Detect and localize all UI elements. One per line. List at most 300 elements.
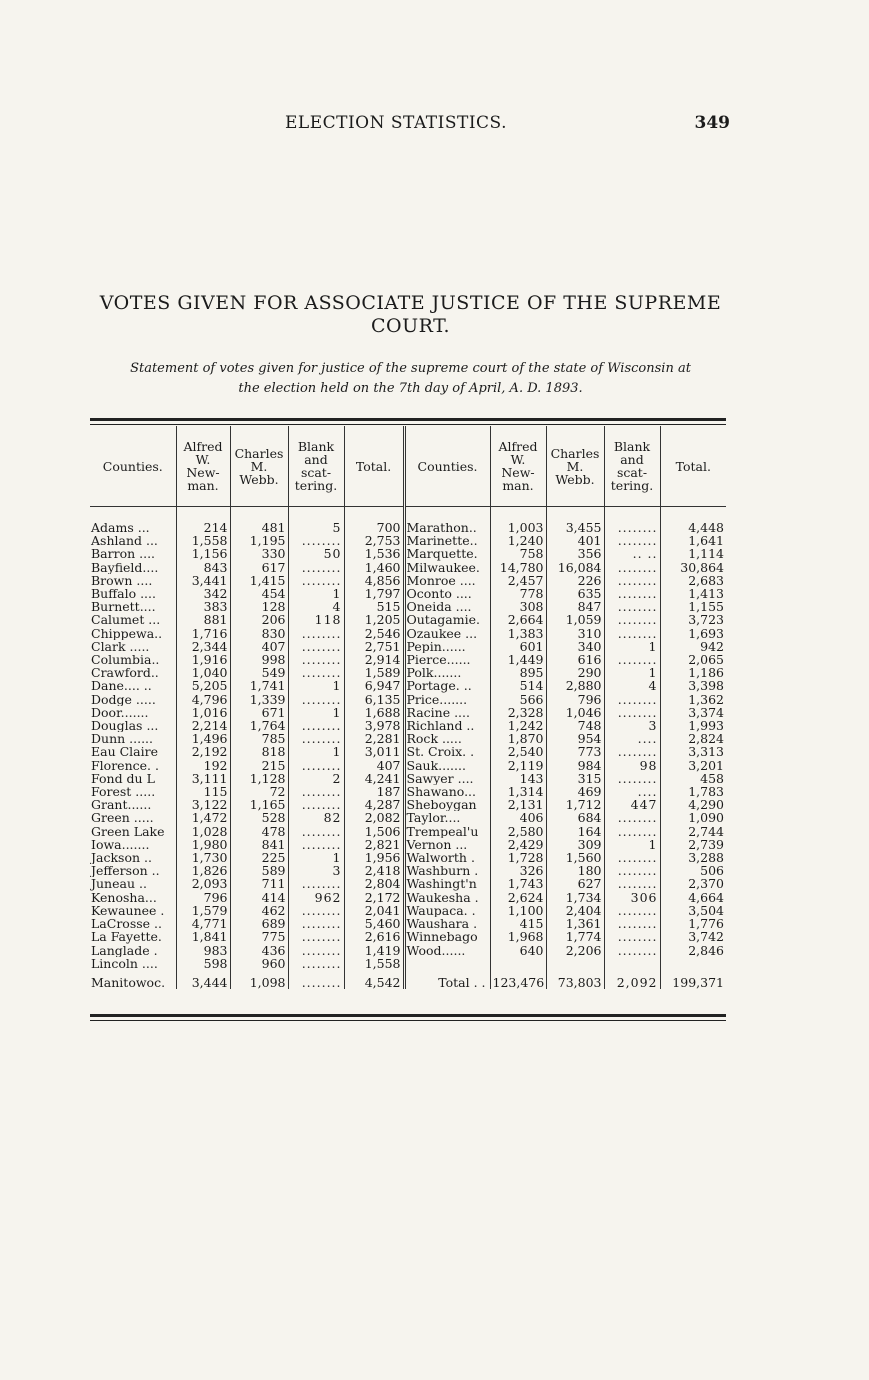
right-webb-cell: 2,880 (546, 679, 604, 692)
right-total-cell: 1,413 (688, 587, 724, 601)
left-webb-cell: 1,128 (230, 772, 288, 785)
left-blank-cell: ........ (288, 877, 344, 890)
left-county-cell: Jackson .. (90, 851, 176, 864)
right-total-cell: 30,864 (680, 560, 724, 574)
right-county-cell: Ozaukee ... (404, 627, 490, 640)
left-total-cell: 1,589 (344, 666, 404, 679)
right-newman-cell: 2,429 (490, 838, 546, 851)
right-newman-cell: 2,580 (490, 825, 546, 838)
table-header (90, 426, 726, 507)
right-county-cell: Waushara . (404, 917, 490, 930)
right-county-cell: Sheboygan (404, 798, 490, 811)
right-total-cell: 506 (700, 864, 724, 878)
right-blank-cell: ........ (604, 653, 660, 666)
left-county-cell: Burnett.... (90, 600, 176, 613)
right-total-cell: 1,776 (688, 917, 724, 931)
table-row (90, 851, 726, 864)
left-newman-cell: 115 (176, 785, 230, 798)
left-county-cell: Green ..... (90, 811, 176, 824)
table-row (90, 640, 726, 653)
right-webb-cell: 1,059 (546, 613, 604, 626)
table-row (90, 811, 726, 824)
left-webb-cell: 1,098 (230, 970, 288, 989)
right-county-cell: Richland .. (404, 719, 490, 732)
right-webb-cell: 315 (546, 772, 604, 785)
right-webb-cell: 1,046 (546, 706, 604, 719)
left-newman-cell: 1,841 (176, 930, 230, 943)
right-blank-cell: ........ (604, 811, 660, 824)
right-newman-cell: 1,728 (490, 851, 546, 864)
left-county-cell: Buffalo .... (90, 587, 176, 600)
right-county-cell: Rock ..... (404, 732, 490, 745)
left-newman-cell: 1,716 (176, 627, 230, 640)
left-county-cell: Brown .... (90, 574, 176, 587)
right-total-cell: 3,313 (688, 745, 724, 759)
table-header-row (90, 426, 726, 507)
left-newman-cell: 3,444 (176, 970, 230, 989)
right-newman-cell: 1,968 (490, 930, 546, 943)
table-row (90, 838, 726, 851)
table-row (90, 719, 726, 732)
right-total-cell: 2,065 (688, 653, 724, 667)
right-total-cell: 1,693 (688, 626, 724, 640)
right-total-cell: 1,993 (688, 719, 724, 733)
right-county-cell: Monroe .... (404, 574, 490, 587)
table-row (90, 574, 726, 587)
left-newman-cell: 1,028 (176, 825, 230, 838)
left-blank-cell: ........ (288, 640, 344, 653)
left-webb-cell: 436 (230, 944, 288, 957)
right-county-cell: Washingt'n (404, 877, 490, 890)
right-total-cell: 4,448 (688, 520, 724, 535)
right-blank-cell: ........ (604, 600, 660, 613)
left-blank-cell: ........ (288, 785, 344, 798)
left-newman-cell: 2,214 (176, 719, 230, 732)
right-county-cell: Shawano... (404, 785, 490, 798)
right-webb-cell: 796 (546, 693, 604, 706)
left-blank-cell: ........ (288, 574, 344, 587)
left-county-cell: Clark ..... (90, 640, 176, 653)
left-county-cell: Juneau .. (90, 877, 176, 890)
right-webb-cell: 469 (546, 785, 604, 798)
right-blank-cell: ........ (604, 587, 660, 600)
table-row (90, 970, 726, 989)
left-blank-cell: ........ (288, 627, 344, 640)
left-blank-cell: 1 (288, 587, 344, 600)
right-webb-cell: 773 (546, 745, 604, 758)
right-webb-cell: 2,206 (546, 944, 604, 957)
left-blank-cell: ........ (288, 944, 344, 957)
header-newman-right: Alfred W. New- man. (490, 426, 546, 507)
right-newman-cell: 514 (490, 679, 546, 692)
table-row (90, 627, 726, 640)
header-blank-right: Blank and scat- tering. (604, 426, 660, 507)
right-blank-cell: ........ (604, 745, 660, 758)
left-newman-cell: 4,771 (176, 917, 230, 930)
right-county-cell: Marquette. (404, 547, 490, 560)
right-county-cell: Wood...... (404, 944, 490, 957)
right-blank-cell: ........ (604, 534, 660, 547)
left-total-cell: 2,172 (344, 891, 404, 904)
right-webb-cell: 1,361 (546, 917, 604, 930)
table-row (90, 864, 726, 877)
header-newman-left: Alfred W. New- man. (176, 426, 230, 507)
right-newman-cell: 1,240 (490, 534, 546, 547)
right-blank-cell: .... (604, 732, 660, 745)
left-newman-cell: 843 (176, 561, 230, 574)
left-total-cell: 1,536 (344, 547, 404, 560)
right-county-cell: Pierce...... (404, 653, 490, 666)
left-newman-cell: 1,579 (176, 904, 230, 917)
left-newman-cell: 983 (176, 944, 230, 957)
left-total-cell: 2,751 (344, 640, 404, 653)
table-row (90, 877, 726, 890)
right-newman-cell: 758 (490, 547, 546, 560)
right-total-cell: 2,739 (688, 837, 724, 852)
right-county-cell: Taylor.... (404, 811, 490, 824)
left-total-cell: 2,821 (344, 838, 404, 851)
right-county-cell: Portage. .. (404, 679, 490, 692)
left-county-cell: Florence. . (90, 759, 176, 772)
right-blank-cell: 1 (604, 640, 660, 653)
left-county-cell: Chippewa.. (90, 627, 176, 640)
header-total-right: Total. (660, 426, 726, 507)
right-webb-cell: 340 (546, 640, 604, 653)
right-blank-cell: 447 (604, 798, 660, 811)
right-blank-cell: ........ (604, 917, 660, 930)
left-county-cell: Door....... (90, 706, 176, 719)
left-county-cell: Dodge ..... (90, 693, 176, 706)
right-county-cell: Total . . (404, 970, 490, 989)
right-newman-cell: 123,476 (490, 970, 546, 989)
right-blank-cell: ........ (604, 706, 660, 719)
table-row (90, 693, 726, 706)
right-county-cell: Pepin...... (404, 640, 490, 653)
right-webb-cell: 984 (546, 759, 604, 772)
left-blank-cell: ........ (288, 970, 344, 989)
left-county-cell: Ashland ... (90, 534, 176, 547)
right-webb-cell: 1,774 (546, 930, 604, 943)
left-newman-cell: 2,093 (176, 877, 230, 890)
right-total-cell: 2,824 (688, 732, 724, 746)
right-webb-cell: 309 (546, 838, 604, 851)
right-total-cell: 2,370 (688, 877, 724, 891)
right-newman-cell: 143 (490, 772, 546, 785)
left-blank-cell: ........ (288, 666, 344, 679)
left-webb-cell: 414 (230, 891, 288, 904)
right-county-cell: Walworth . (404, 851, 490, 864)
right-webb-cell (546, 957, 604, 970)
left-webb-cell: 841 (230, 838, 288, 851)
table-row (90, 891, 726, 904)
right-newman-cell: 566 (490, 693, 546, 706)
left-county-cell: Fond du L (90, 772, 176, 785)
left-blank-cell: ........ (288, 534, 344, 547)
document-title-line-1: VOTES GIVEN FOR ASSOCIATE JUSTICE OF THE SUPREME (99, 292, 722, 314)
left-webb-cell: 671 (230, 706, 288, 719)
right-newman-cell (490, 957, 546, 970)
right-blank-cell: ........ (604, 851, 660, 864)
right-newman-cell: 14,780 (490, 561, 546, 574)
left-webb-cell: 1,764 (230, 719, 288, 732)
right-newman-cell: 2,328 (490, 706, 546, 719)
left-webb-cell: 549 (230, 666, 288, 679)
right-webb-cell: 954 (546, 732, 604, 745)
right-newman-cell: 2,664 (490, 613, 546, 626)
right-newman-cell: 2,131 (490, 798, 546, 811)
document-title-line-2: COURT. (370, 315, 451, 337)
right-total-cell: 1,090 (688, 811, 724, 825)
left-blank-cell: ........ (288, 732, 344, 745)
right-webb-cell: 627 (546, 877, 604, 890)
right-total-cell: 3,742 (688, 930, 724, 944)
left-total-cell: 2,082 (344, 811, 404, 824)
right-webb-cell: 356 (546, 547, 604, 560)
table-row (90, 917, 726, 930)
right-blank-cell: ........ (604, 627, 660, 640)
table-row (90, 785, 726, 798)
header-counties-left: Counties. (90, 426, 176, 507)
right-total-cell: 3,398 (688, 679, 724, 693)
table-row (90, 666, 726, 679)
table-top-rule-thin (90, 424, 726, 425)
left-newman-cell: 2,344 (176, 640, 230, 653)
left-total-cell: 187 (344, 785, 404, 798)
table-row (90, 534, 726, 547)
left-newman-cell: 3,122 (176, 798, 230, 811)
left-newman-cell: 1,916 (176, 653, 230, 666)
left-total-cell: 1,797 (344, 587, 404, 600)
left-county-cell: Crawford.. (90, 666, 176, 679)
left-webb-cell: 1,195 (230, 534, 288, 547)
right-newman-cell: 601 (490, 640, 546, 653)
left-total-cell: 5,460 (344, 917, 404, 930)
left-newman-cell: 192 (176, 759, 230, 772)
left-newman-cell: 1,558 (176, 534, 230, 547)
left-newman-cell: 383 (176, 600, 230, 613)
table-row (90, 613, 726, 626)
left-webb-cell: 206 (230, 613, 288, 626)
right-blank-cell: ........ (604, 613, 660, 626)
table-row (90, 706, 726, 719)
left-webb-cell: 454 (230, 587, 288, 600)
left-county-cell: Adams ... (90, 507, 176, 535)
left-total-cell: 3,011 (344, 745, 404, 758)
left-newman-cell: 3,441 (176, 574, 230, 587)
left-county-cell: Iowa....... (90, 838, 176, 851)
left-blank-cell: 50 (288, 547, 344, 560)
left-newman-cell: 214 (176, 507, 230, 535)
right-total-cell: 2,683 (688, 573, 724, 588)
right-blank-cell: 1 (604, 666, 660, 679)
right-newman-cell: 1,383 (490, 627, 546, 640)
left-total-cell: 1,558 (344, 957, 404, 970)
left-total-cell: 1,419 (344, 944, 404, 957)
right-newman-cell: 1,743 (490, 877, 546, 890)
left-total-cell: 2,753 (344, 534, 404, 547)
left-county-cell: Barron .... (90, 547, 176, 560)
header-webb-left: Charles M. Webb. (230, 426, 288, 507)
right-newman-cell: 640 (490, 944, 546, 957)
table-bottom-rule (90, 1014, 726, 1017)
left-newman-cell: 2,192 (176, 745, 230, 758)
left-blank-cell: ........ (288, 719, 344, 732)
right-blank-cell (604, 957, 660, 970)
table-row (90, 547, 726, 560)
page-number: 349 (694, 113, 730, 133)
left-webb-cell: 818 (230, 745, 288, 758)
right-newman-cell: 2,457 (490, 574, 546, 587)
right-newman-cell: 1,449 (490, 653, 546, 666)
left-total-cell: 3,978 (344, 719, 404, 732)
left-blank-cell: ........ (288, 653, 344, 666)
left-webb-cell: 1,415 (230, 574, 288, 587)
right-county-cell: Outagamie. (404, 613, 490, 626)
right-newman-cell: 1,100 (490, 904, 546, 917)
right-blank-cell: 2,092 (604, 970, 660, 989)
left-webb-cell: 617 (230, 561, 288, 574)
right-total-cell: 1,155 (688, 600, 724, 614)
table-row (90, 507, 726, 535)
left-webb-cell: 225 (230, 851, 288, 864)
right-total-cell: 2,744 (688, 824, 724, 838)
left-webb-cell: 481 (230, 507, 288, 535)
left-blank-cell: ........ (288, 759, 344, 772)
left-newman-cell: 1,730 (176, 851, 230, 864)
right-county-cell: Washburn . (404, 864, 490, 877)
left-county-cell: Kewaunee . (90, 904, 176, 917)
table-row (90, 653, 726, 666)
left-webb-cell: 72 (230, 785, 288, 798)
left-newman-cell: 598 (176, 957, 230, 970)
left-total-cell: 1,956 (344, 851, 404, 864)
right-newman-cell: 2,624 (490, 891, 546, 904)
left-total-cell: 515 (344, 600, 404, 613)
right-total-cell: 3,374 (688, 705, 724, 720)
right-newman-cell: 1,242 (490, 719, 546, 732)
left-total-cell: 700 (344, 507, 404, 535)
left-webb-cell: 998 (230, 653, 288, 666)
left-total-cell: 1,506 (344, 825, 404, 838)
left-county-cell: Bayfield.... (90, 561, 176, 574)
table-row (90, 957, 726, 970)
right-total-cell: 1,362 (688, 692, 724, 706)
right-total-cell: 3,288 (688, 851, 724, 865)
left-blank-cell: 1 (288, 745, 344, 758)
left-total-cell: 1,460 (344, 561, 404, 574)
right-newman-cell: 415 (490, 917, 546, 930)
right-blank-cell: ........ (604, 561, 660, 574)
right-blank-cell: ........ (604, 864, 660, 877)
table-row (90, 759, 726, 772)
left-blank-cell: 1 (288, 706, 344, 719)
right-county-cell (404, 957, 490, 970)
left-county-cell: Eau Claire (90, 745, 176, 758)
left-total-cell: 2,914 (344, 653, 404, 666)
left-webb-cell: 528 (230, 811, 288, 824)
right-webb-cell: 684 (546, 811, 604, 824)
left-newman-cell: 3,111 (176, 772, 230, 785)
left-newman-cell: 1,156 (176, 547, 230, 560)
right-county-cell: Waupaca. . (404, 904, 490, 917)
left-county-cell: Green Lake (90, 825, 176, 838)
table-row (90, 561, 726, 574)
left-county-cell: Calumet ... (90, 613, 176, 626)
right-newman-cell: 308 (490, 600, 546, 613)
right-newman-cell: 1,314 (490, 785, 546, 798)
left-newman-cell: 5,205 (176, 679, 230, 692)
table-bottom-rule-thin (90, 1020, 726, 1021)
left-blank-cell: 2 (288, 772, 344, 785)
right-webb-cell: 401 (546, 534, 604, 547)
left-total-cell: 6,947 (344, 679, 404, 692)
left-newman-cell: 1,826 (176, 864, 230, 877)
right-blank-cell: ........ (604, 507, 660, 535)
right-webb-cell: 616 (546, 653, 604, 666)
left-total-cell: 2,418 (344, 864, 404, 877)
left-total-cell: 2,804 (344, 877, 404, 890)
right-total-cell: 1,114 (688, 547, 724, 561)
right-county-cell: Waukesha . (404, 891, 490, 904)
left-webb-cell: 407 (230, 640, 288, 653)
left-blank-cell: ........ (288, 561, 344, 574)
left-webb-cell: 1,741 (230, 679, 288, 692)
left-county-cell: Jefferson .. (90, 864, 176, 877)
left-webb-cell: 1,339 (230, 693, 288, 706)
left-blank-cell: ........ (288, 798, 344, 811)
right-webb-cell: 2,404 (546, 904, 604, 917)
left-newman-cell: 4,796 (176, 693, 230, 706)
votes-table-container (90, 426, 726, 989)
left-total-cell: 2,041 (344, 904, 404, 917)
left-newman-cell: 1,016 (176, 706, 230, 719)
left-total-cell: 4,542 (344, 970, 404, 989)
table-row (90, 600, 726, 613)
left-county-cell: Lincoln .... (90, 957, 176, 970)
left-county-cell: Dunn ...... (90, 732, 176, 745)
left-county-cell: Langlade . (90, 944, 176, 957)
right-total-cell: 458 (700, 771, 724, 786)
header-total-left: Total. (344, 426, 404, 507)
right-newman-cell: 2,540 (490, 745, 546, 758)
left-newman-cell: 1,472 (176, 811, 230, 824)
left-webb-cell: 330 (230, 547, 288, 560)
left-blank-cell: 962 (288, 891, 344, 904)
right-webb-cell: 164 (546, 825, 604, 838)
right-webb-cell: 3,455 (546, 507, 604, 535)
right-blank-cell: 306 (604, 891, 660, 904)
right-county-cell: Polk....... (404, 666, 490, 679)
right-county-cell: Racine .... (404, 706, 490, 719)
header-counties-right: Counties. (404, 426, 490, 507)
table-row (90, 679, 726, 692)
right-webb-cell: 290 (546, 666, 604, 679)
votes-table (90, 426, 726, 989)
right-total-cell: 199,371 (672, 974, 724, 990)
left-blank-cell: ........ (288, 693, 344, 706)
right-total-cell: 4,290 (688, 798, 724, 812)
table-row (90, 587, 726, 600)
right-total-cell: 3,201 (688, 758, 724, 772)
right-blank-cell: ........ (604, 772, 660, 785)
right-webb-cell: 1,560 (546, 851, 604, 864)
right-total-cell: 1,783 (688, 785, 724, 799)
header-webb-right: Charles M. Webb. (546, 426, 604, 507)
table-row (90, 904, 726, 917)
right-total-cell: 942 (700, 639, 724, 654)
right-webb-cell: 635 (546, 587, 604, 600)
right-county-cell: Milwaukee. (404, 561, 490, 574)
